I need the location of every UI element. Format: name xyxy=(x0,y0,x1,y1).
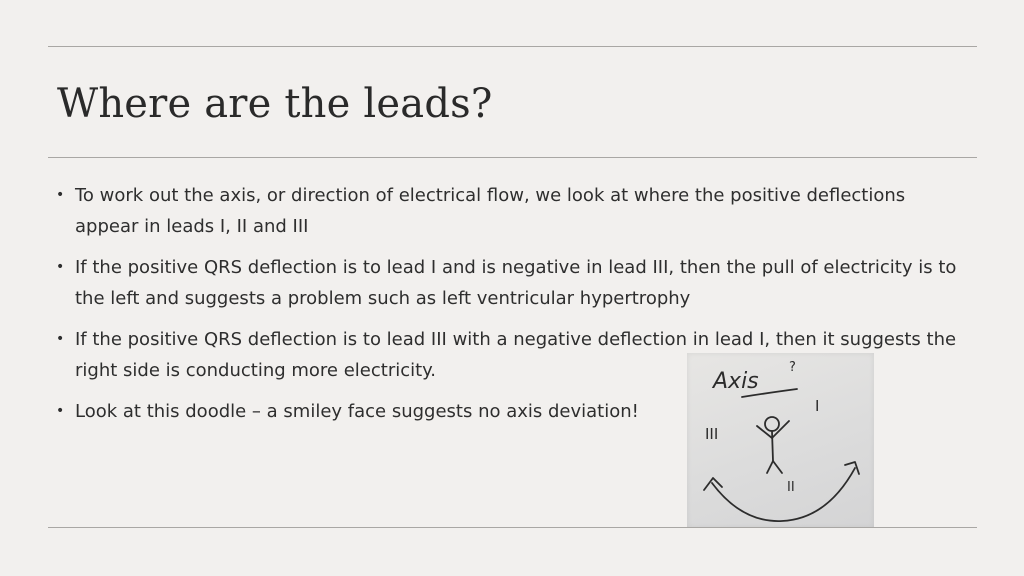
doodle-lead-label-right: I xyxy=(815,397,820,415)
bullet-dot: • xyxy=(56,331,65,347)
figure-right-leg xyxy=(773,461,782,473)
bullet-item xyxy=(56,252,966,314)
bullet-item xyxy=(56,180,966,242)
figure-body xyxy=(772,431,773,461)
bullet-text: Look at this doodle – a smiley face suggests no axis deviation! xyxy=(75,401,639,422)
axis-doodle-drawing xyxy=(687,353,874,528)
figure-right-arm xyxy=(772,421,789,438)
smile-arc xyxy=(712,468,855,521)
bullet-dot: • xyxy=(56,259,65,275)
bottom-divider xyxy=(48,527,977,528)
bullet-text: If the positive QRS deflection is to lead I and is negative in lead III, then the pull of electricity is to the left and suggests a problem such as left ventricular hypertrophy xyxy=(75,257,957,309)
bullet-dot: • xyxy=(56,403,65,419)
axis-doodle-image xyxy=(687,353,874,528)
figure-head xyxy=(765,417,779,431)
doodle-heading-mark: ? xyxy=(789,360,796,375)
title-divider xyxy=(48,157,977,158)
bullet-dot: • xyxy=(56,187,65,203)
doodle-lead-label-bottom: II xyxy=(787,480,795,495)
top-divider xyxy=(48,46,977,47)
bullet-text: To work out the axis, or direction of electrical flow, we look at where the positive deflections appear in leads I, II and III xyxy=(75,185,906,237)
doodle-lead-label-left: III xyxy=(705,425,719,443)
slide-title: Where are the leads? xyxy=(57,81,493,127)
figure-left-leg xyxy=(767,461,773,473)
doodle-heading: Axis xyxy=(713,369,759,394)
bullet-text: If the positive QRS deflection is to lead III with a negative deflection in lead I, then it suggests the right side is conducting more electricity. xyxy=(75,329,957,381)
figure-left-arm xyxy=(757,426,772,438)
